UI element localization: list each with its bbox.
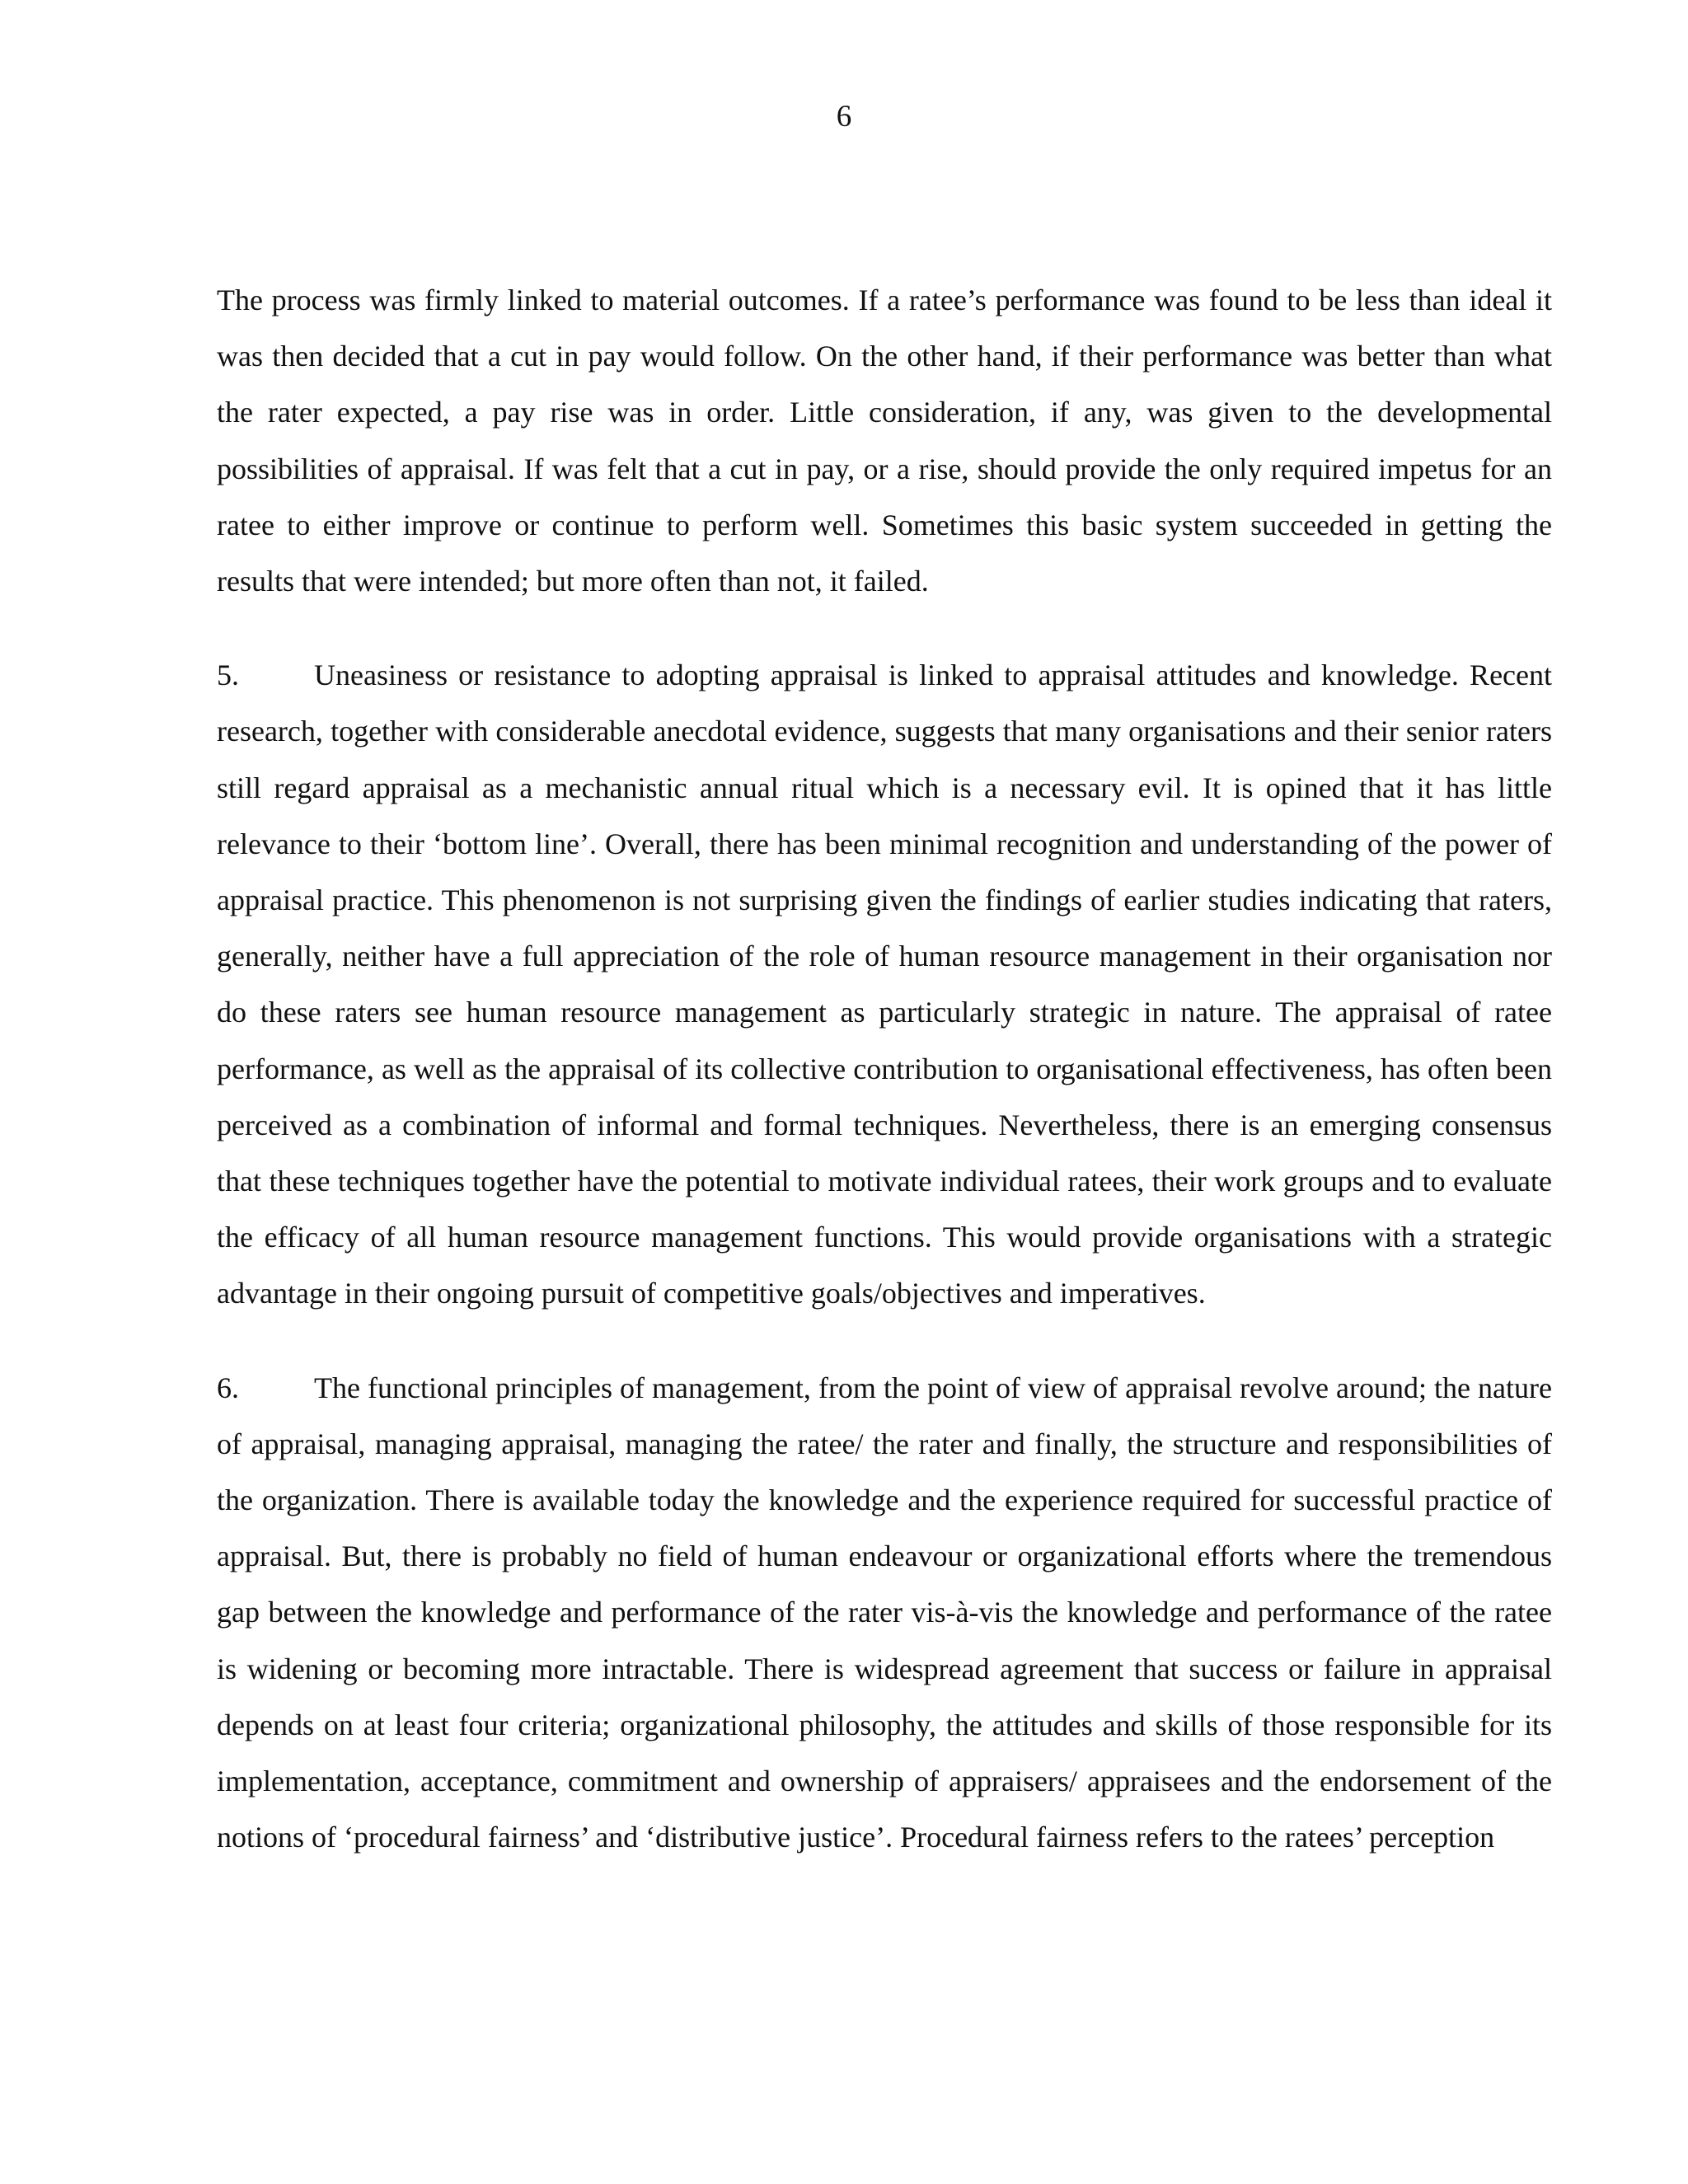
paragraph-text: The process was firmly linked to material outcomes. If a ratee’s performance was found to be less than ideal it was then decided that a cut in pay would follow. On the other hand, if their performance was better than what the rater expected, a pay rise was in order. Little consideration, if any, was given to the developmental possibilities of appraisal. If was felt that a cut in pay, or a rise, should provide the only required impetus for an ratee to either improve or continue to perform well. Sometimes this basic system succeeded in getting the results that were intended; but more often than not, it failed.: [217, 284, 1552, 598]
paragraph-number: 5.: [217, 658, 239, 692]
document-body: [217, 272, 1552, 1865]
paragraph-number: 6.: [217, 1371, 239, 1404]
page-number: 6: [836, 100, 852, 134]
paragraph-5: [217, 647, 1552, 1321]
paragraph-text: The functional principles of management, from the point of view of appraisal revolve around; the nature of appraisal, managing appraisal, managing the ratee/ the rater and finally, the structure and responsibilities of the organization. There is available today the knowledge and the experience required for successful practice of appraisal. But, there is probably no field of human endeavour or organizational efforts where the tremendous gap between the knowledge and performance of the rater vis-à-vis the knowledge and performance of the ratee is widening or becoming more intractable. There is widespread agreement that success or failure in appraisal depends on at least four criteria; organizational philosophy, the attitudes and skills of those responsible for its implementation, acceptance, commitment and ownership of appraisers/ appraisees and the endorsement of the notions of ‘procedural fairness’ and ‘distributive justice’. Procedural fairness refers to the ratees’ perception: [217, 1371, 1552, 1854]
paragraph-text: Uneasiness or resistance to adopting appraisal is linked to appraisal attitudes and knowledge. Recent research, together with considerable anecdotal evidence, suggests that many organisations and their senior raters still regard appraisal as a mechanistic annual ritual which is a necessary evil. It is opined that it has little relevance to their ‘bottom line’. Overall, there has been minimal recognition and understanding of the power of appraisal practice. This phenomenon is not surprising given the findings of earlier studies indicating that raters, generally, neither have a full appreciation of the role of human resource management in their organisation nor do these raters see human resource management as particularly strategic in nature. The appraisal of ratee performance, as well as the appraisal of its collective contribution to organisational effectiveness, has often been perceived as a combination of informal and formal techniques. Nevertheless, there is an emerging consensus that these techniques together have the potential to motivate individual ratees, their work groups and to evaluate the efficacy of all human resource management functions. This would provide organisations with a strategic advantage in their ongoing pursuit of competitive goals/objectives and imperatives.: [217, 658, 1552, 1310]
paragraph-continuation: [217, 272, 1552, 609]
paragraph-6: [217, 1360, 1552, 1866]
